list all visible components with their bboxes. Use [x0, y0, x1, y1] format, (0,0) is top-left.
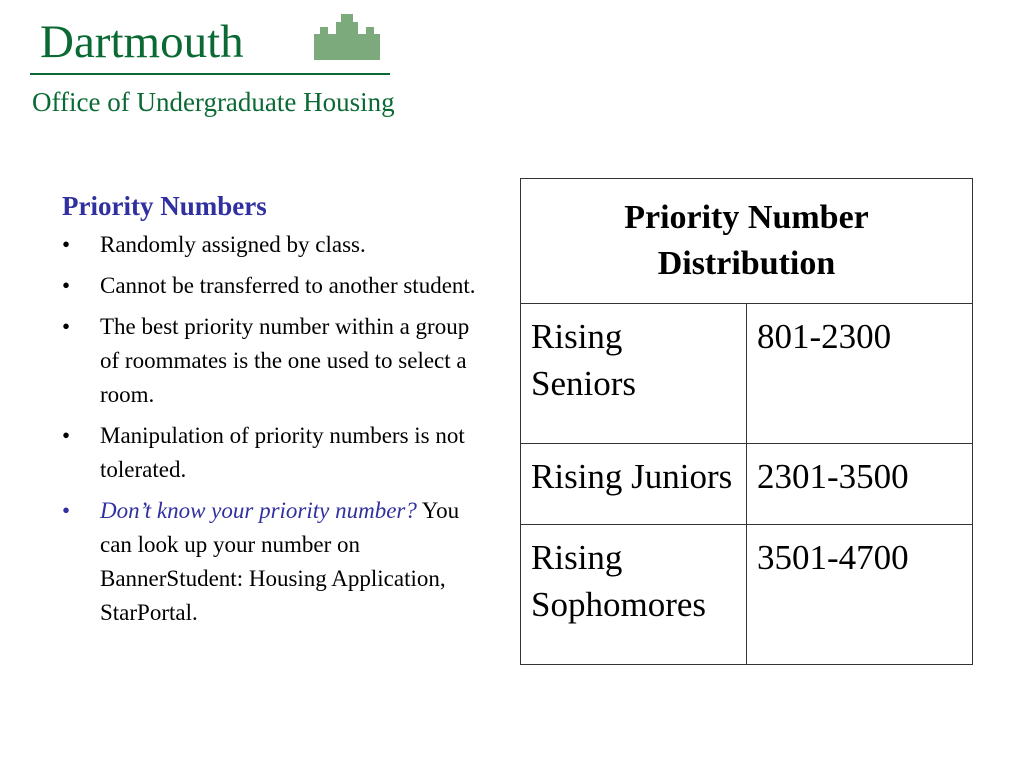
table-row: [521, 304, 973, 444]
table-row: [521, 443, 973, 525]
bullet-item: [62, 228, 492, 262]
bullet-dot: •: [62, 273, 71, 298]
office-subtitle: Office of Undergraduate Housing: [32, 87, 395, 117]
priority-numbers-section: [62, 188, 492, 637]
table-row: [521, 525, 973, 665]
bullet-text: The best priority number within a group of roommates is the one used to select a room.: [100, 314, 470, 407]
table-title: Priority Number Distribution: [521, 179, 973, 304]
building-icon: [314, 14, 380, 60]
priority-distribution-table: [520, 178, 973, 665]
range-cell: 801-2300: [747, 304, 973, 444]
bullet-item: [62, 494, 492, 630]
bullet-dot: •: [62, 498, 71, 523]
bullet-item: [62, 269, 492, 303]
table-header-row: [521, 179, 973, 304]
bullet-dot: •: [62, 314, 71, 339]
logo-divider: [30, 73, 390, 75]
bullet-item: [62, 310, 492, 412]
range-cell: 2301-3500: [747, 443, 973, 525]
bullet-item: [62, 419, 492, 487]
bullet-text: Randomly assigned by class.: [100, 232, 366, 257]
class-cell: Rising Sophomores: [521, 525, 747, 665]
brand-name: Dartmouth: [40, 16, 244, 68]
building-shape: [314, 14, 380, 60]
section-heading: Priority Numbers: [62, 191, 267, 221]
class-cell: Rising Juniors: [521, 443, 747, 525]
range-cell: 3501-4700: [747, 525, 973, 665]
dartmouth-logo: [30, 10, 395, 122]
bullet-question: Don’t know your priority number?: [100, 498, 417, 523]
class-cell: Rising Seniors: [521, 304, 747, 444]
bullet-list: [62, 228, 492, 630]
bullet-dot: •: [62, 423, 71, 448]
bullet-text: Manipulation of priority numbers is not tolerated.: [100, 423, 465, 482]
bullet-text: Cannot be transferred to another student.: [100, 273, 476, 298]
bullet-text: You can look up your number on BannerStudent: Housing Application, StarPortal.: [100, 498, 460, 625]
bullet-dot: •: [62, 232, 71, 257]
